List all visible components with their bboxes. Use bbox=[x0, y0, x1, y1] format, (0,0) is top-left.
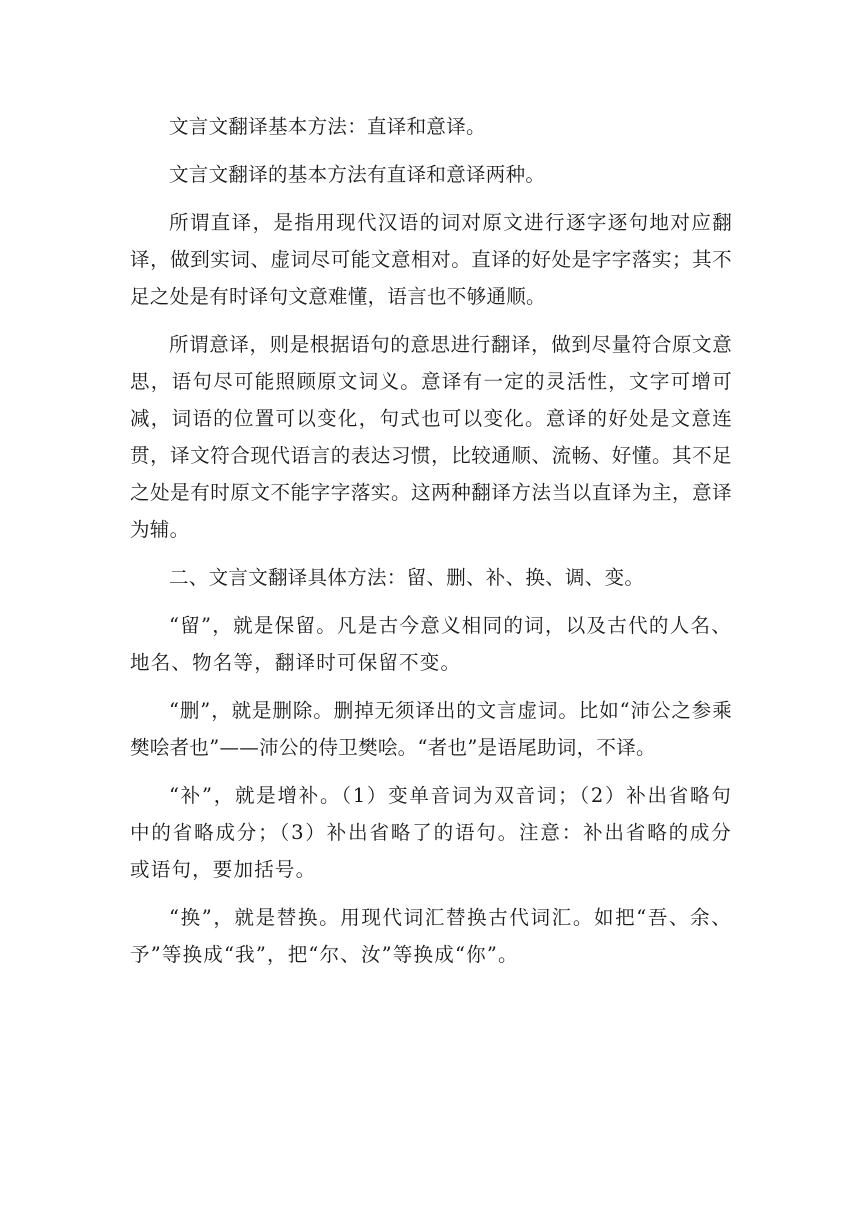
paragraph-free-translation: 所谓意译，则是根据语句的意思进行翻译，做到尽量符合原文意思，语句尽可能照顾原文词义。意译有一定的灵活性，文字可增可减，词语的位置可以变化，句式也可以变化。意译的好处是文意连贯，译文符合现代语言的表达习惯，比较通顺、流畅、好懂。其不足之处是有时原文不能字字落实。这两种翻译方法当以直译为主，意译为辅。 bbox=[130, 333, 732, 541]
paragraph-method-keep: “留”，就是保留。凡是古今意义相同的词，以及古代的人名、地名、物名等，翻译时可保留不变。 bbox=[130, 614, 732, 674]
paragraph-method-delete: “删”，就是删除。删掉无须译出的文言虚词。比如“沛公之参乘樊哙者也”——沛公的侍卫樊哙。“者也”是语尾助词，不译。 bbox=[130, 699, 732, 759]
paragraph-method-supplement: “补”，就是增补。（1）变单音词为双音词；（2）补出省略句中的省略成分；（3）补出省略了的语句。注意：补出省略的成分或语句，要加括号。 bbox=[130, 784, 732, 881]
paragraph-intro: 文言文翻译的基本方法有直译和意译两种。 bbox=[169, 163, 546, 186]
paragraph-heading-specific-methods: 二、文言文翻译具体方法：留、删、补、换、调、变。 bbox=[169, 566, 645, 589]
paragraph-literal-translation: 所谓直译，是指用现代汉语的词对原文进行逐字逐句地对应翻译，做到实词、虚词尽可能文意相对。直译的好处是字字落实；其不足之处是有时译句文意难懂，语言也不够通顺。 bbox=[130, 211, 732, 308]
paragraph-method-replace: “换”，就是替换。用现代词汇替换古代词汇。如把“吾、余、予”等换成“我”，把“尔、汝”等换成“你”。 bbox=[130, 906, 732, 966]
paragraph-heading-basic-methods: 文言文翻译基本方法：直译和意译。 bbox=[169, 115, 486, 138]
